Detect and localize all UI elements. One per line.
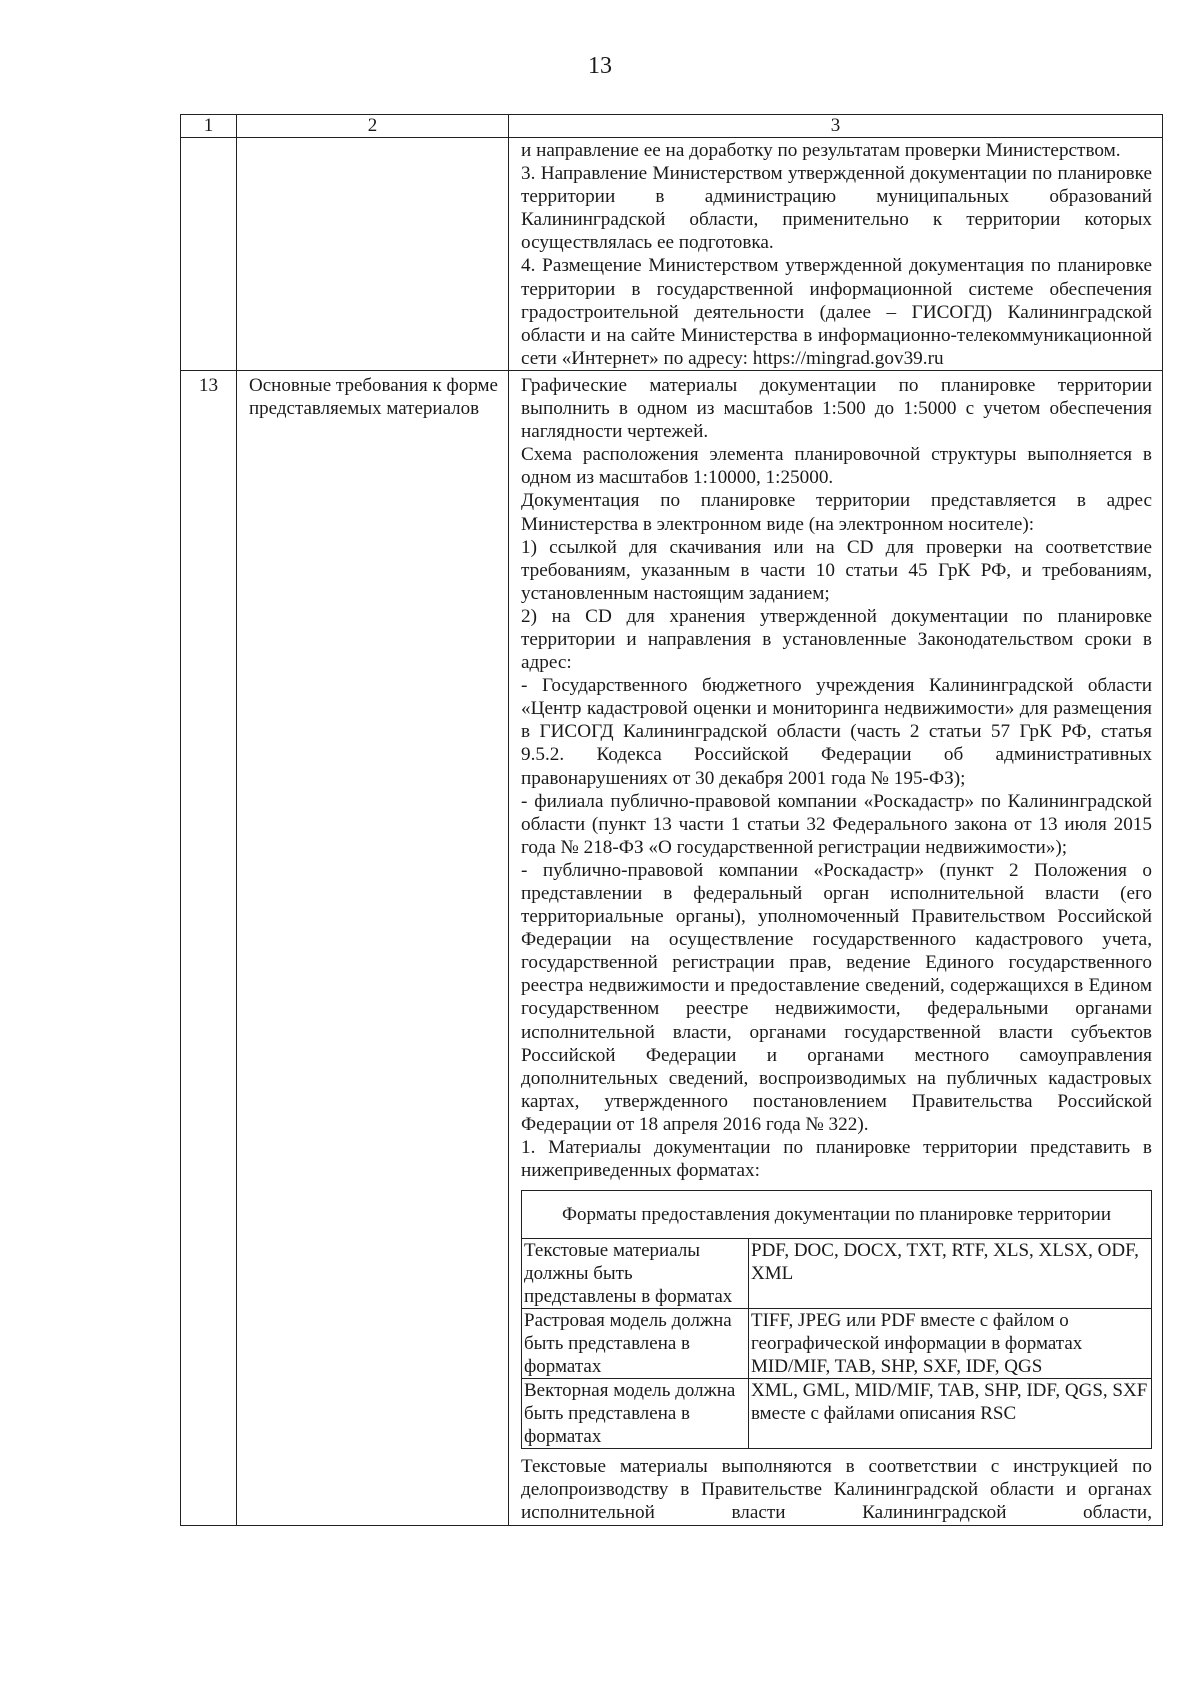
content-paragraph: Графические материалы документации по планировке территории выполнить в одном из масштабов 1:500 до 1:5000 с учетом обеспечения наглядности чертежей. <box>521 374 1152 443</box>
format-label: Текстовые материалы должны быть представлены в форматах <box>522 1239 749 1309</box>
formats-table-title-row <box>522 1191 1152 1239</box>
column-header-3: 3 <box>509 115 1163 138</box>
content-paragraph: 3. Направление Министерством утвержденной документации по планировке территории в администрацию муниципальных образований Калининградской области, применительно к территории которых осуществлялась ее подготовка. <box>521 163 1152 254</box>
content-paragraph: 4. Размещение Министерством утвержденной документация по планировке территории в государственной информационной системе обеспечения градостроительной деятельности (далее – ГИСОГД) Калининградской области и на сайте Министерства в информационно-телекоммуникационной сети «Интернет» по адресу: https://mingrad.gov39.ru <box>521 255 1152 369</box>
format-value: PDF, DOC, DOCX, TXT, RTF, XLS, XLSX, ODF, XML <box>749 1239 1152 1309</box>
row-number-cell <box>181 138 237 371</box>
table-header-row <box>181 115 1163 138</box>
formats-table-row <box>522 1379 1152 1449</box>
formats-table-title: Форматы предоставления документации по планировке территории <box>522 1191 1152 1239</box>
formats-table-row <box>522 1309 1152 1379</box>
formats-table-row <box>522 1239 1152 1309</box>
content-paragraph: Документация по планировке территории представляется в адрес Министерства в электронном виде (на электронном носителе): <box>521 490 1152 535</box>
page-number: 13 <box>588 53 612 79</box>
column-header-2: 2 <box>237 115 509 138</box>
row-number: 13 <box>198 374 219 396</box>
column-header-1: 1 <box>181 115 237 138</box>
content-paragraph: - филиала публично-правовой компании «Роскадастр» по Калининградской области (пункт 13 части 1 статьи 32 Федерального закона от 13 июля 2015 года № 218-ФЗ «О государственной регистрации недвижимости»); <box>521 790 1152 858</box>
formats-table <box>521 1190 1152 1449</box>
row-title: Основные требования к форме представляемых материалов <box>249 374 498 419</box>
format-label: Растровая модель должна быть представлена в форматах <box>522 1309 749 1379</box>
content-paragraph: 2) на CD для хранения утвержденной документации по планировке территории и направления в установленные Законодательством сроки в адрес: <box>521 605 1152 674</box>
content-paragraph: - публично-правовой компании «Роскадастр» (пункт 2 Положения о представлении в федеральный орган исполнительной власти (его территориальные органы), уполномоченный Правительством Российской Федерации на осуществление государственного кадастрового учета, государственной регистрации прав, ведение Единого государственного реестра недвижимости и предоставление сведений, содержащихся в Едином государственном реестре недвижимости, федеральными органами исполнительной власти, органами государственной власти субъектов Российской Федерации и органами местного самоуправления дополнительных сведений, воспроизводимых на публичных кадастровых картах, утвержденного постановлением Правительства Российской Федерации от 18 апреля 2016 года № 322). <box>521 859 1152 1135</box>
requirements-table <box>180 114 1163 1526</box>
row-content-cell <box>509 370 1163 1525</box>
content-paragraph: - Государственного бюджетного учреждения Калининградской области «Центр кадастровой оценки и мониторинга недвижимости» для размещения в ГИСОГД Калининградской области (часть 2 статьи 57 ГрК РФ, статья 9.5.2. Кодекса Российской Федерации об административных правонарушениях от 30 декабря 2001 года № 195-ФЗ); <box>521 675 1152 789</box>
format-value: XML, GML, MID/MIF, TAB, SHP, IDF, QGS, SXF вместе с файлами описания RSC <box>749 1379 1152 1449</box>
formats-table-wrapper <box>521 1182 1152 1455</box>
row-title-cell <box>237 370 509 1525</box>
content-paragraph: Схема расположения элемента планировочной структуры выполняется в одном из масштабов 1:10000, 1:25000. <box>521 444 1152 489</box>
content-paragraph: 1. Материалы документации по планировке территории представить в нижеприведенных форматах: <box>521 1137 1152 1182</box>
row-title-cell <box>237 138 509 371</box>
row-number-cell <box>181 370 237 1525</box>
format-value: TIFF, JPEG или PDF вместе с файлом о географической информации в форматах MID/MIF, TAB, SHP, SXF, IDF, QGS <box>749 1309 1152 1379</box>
content-line: и направление ее на доработку по результатам проверки Министерством. <box>521 140 1121 161</box>
content-paragraph: 1) ссылкой для скачивания или на CD для проверки на соответствие требованиям, указанным в части 10 статьи 45 ГрК РФ, и требованиям, установленным настоящим заданием; <box>521 536 1152 604</box>
table-row-13 <box>181 370 1163 1525</box>
row-content-cell <box>509 138 1163 371</box>
closing-paragraph: Текстовые материалы выполняются в соответствии с инструкцией по делопроизводству в Правительстве Калининградской области и органах исполнительной власти Калининградской области, <box>521 1456 1152 1524</box>
format-label: Векторная модель должна быть представлена в форматах <box>522 1379 749 1449</box>
table-row-continuation <box>181 138 1163 371</box>
